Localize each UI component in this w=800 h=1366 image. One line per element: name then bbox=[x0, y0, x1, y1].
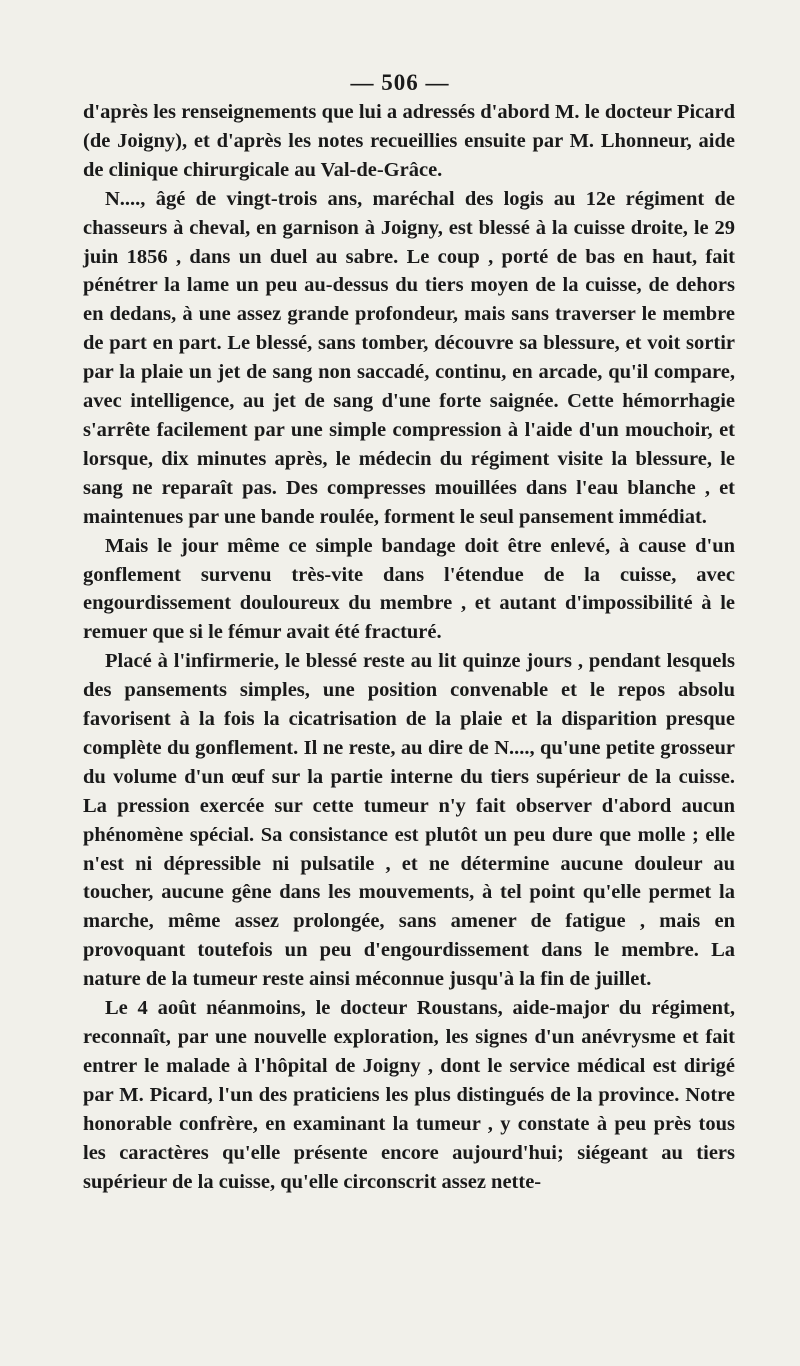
body-text bbox=[83, 98, 735, 1196]
page-number: — 506 — bbox=[350, 70, 450, 95]
paragraph-4: Placé à l'infirmerie, le blessé reste au lit quinze jours , pendant lesquels des pansements simples, une position convenable et le repos absolu favorisent à la fois la cicatrisation de la plaie et la disparition presque complète du gonflement. Il ne reste, au dire de N...., qu'une petite grosseur du volume d'un œuf sur la partie interne du tiers supérieur de la cuisse. La pression exercée sur cette tumeur n'y fait observer d'abord aucun phénomène spécial. Sa consistance est plutôt un peu dure que molle ; elle n'est ni dépressible ni pulsatile , et ne détermine aucune douleur au toucher, aucune gêne dans les mouvements, à tel point qu'elle permet la marche, même assez prolongée, sans amener de fatigue , mais en provoquant toutefois un peu d'engourdissement dans le membre. La nature de la tumeur reste ainsi méconnue jusqu'à la fin de juillet. bbox=[83, 650, 735, 991]
paragraph-2: N...., âgé de vingt-trois ans, maréchal des logis au 12e régiment de chasseurs à cheval, en garnison à Joigny, est blessé à la cuisse droite, le 29 juin 1856 , dans un duel au sabre. Le coup , porté de bas en haut, fait pénétrer la lame un peu au-dessus du tiers moyen de la cuisse, de dehors en dedans, à une assez grande profondeur, mais sans traverser le membre de part en part. Le blessé, sans tomber, découvre sa blessure, et voit sortir par la plaie un jet de sang non saccadé, continu, en arcade, qu'il compare, avec intelligence, au jet de sang d'une forte saignée. Cette hémorrhagie s'arrête facilement par une simple compression à l'aide d'un mouchoir, et lorsque, dix minutes après, le médecin du régiment visite la blessure, le sang ne reparaît pas. Des compresses mouillées dans l'eau blanche , et maintenues par une bande roulée, forment le seul pansement immédiat. bbox=[83, 187, 735, 528]
paragraph-5: Le 4 août néanmoins, le docteur Roustans, aide-major du régiment, reconnaît, par une nouvelle exploration, les signes d'un anévrysme et fait entrer le malade à l'hôpital de Joigny , dont le service médical est dirigé par M. Picard, l'un des praticiens les plus distingués de la province. Notre honorable confrère, en examinant la tumeur , y constate à peu près tous les caractères qu'elle présente encore aujourd'hui; siégeant au tiers supérieur de la cuisse, qu'elle circonscrit assez nette- bbox=[83, 997, 735, 1193]
paragraph-1: d'après les renseignements que lui a adressés d'abord M. le docteur Picard (de Joigny), et d'après les notes recueillies ensuite par M. Lhonneur, aide de clinique chirurgicale au Val-de-Grâce. bbox=[83, 101, 735, 181]
paragraph-3: Mais le jour même ce simple bandage doit être enlevé, à cause d'un gonflement survenu très-vite dans l'étendue de la cuisse, avec engourdissement douloureux du membre , et autant d'impossibilité à le remuer que si le fémur avait été fracturé. bbox=[83, 534, 735, 644]
